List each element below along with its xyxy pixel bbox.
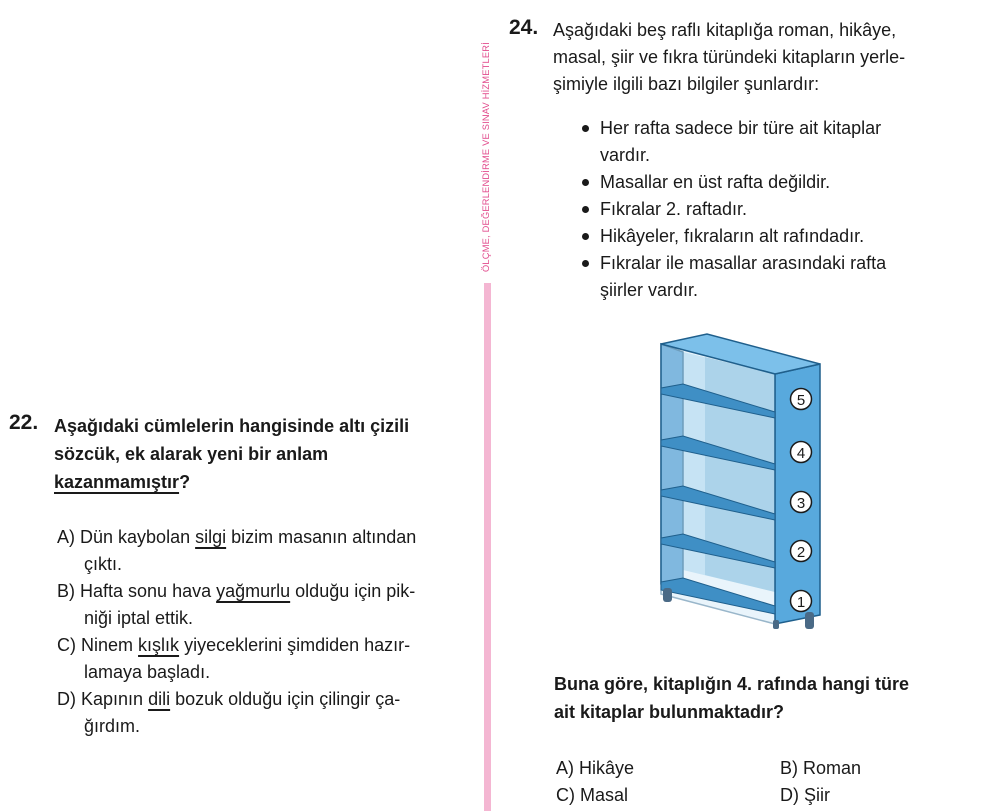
bullet-text: Fıkralar ile masallar arasındaki rafta [600, 253, 887, 273]
bullet-text-cont: vardır. [600, 145, 651, 165]
q22-number: 22. [9, 411, 39, 434]
q22-options [57, 524, 477, 740]
bullet-text-cont: şiirler vardır. [600, 280, 699, 300]
shelf-foot [663, 588, 672, 602]
underlined-word: dili [148, 689, 171, 709]
option-text: Ninem [81, 635, 134, 655]
option-text: bizim masanın altından [231, 527, 417, 547]
bullet-text: Masallar en üst rafta değildir. [600, 172, 831, 192]
q24-answer-a[interactable]: A) Hikâye [556, 758, 635, 778]
bookshelf-illustration [655, 330, 835, 635]
shelf-label-5: 5 [796, 392, 806, 409]
q24-stem-line-2: masal, şiir ve fıkra türündeki kitapların yerle- [553, 47, 906, 67]
option-text: Hafta sonu hava [80, 581, 212, 601]
option-label: C) [57, 635, 76, 655]
bullet-text: Hikâyeler, fıkraların alt rafındadır. [600, 226, 865, 246]
bullet-dot-icon [582, 206, 589, 213]
option-text: Kapının [81, 689, 144, 709]
underlined-word: silgi [195, 527, 227, 547]
q24-answer-b[interactable]: B) Roman [780, 758, 862, 778]
shelf-foot [805, 612, 814, 629]
bullet-dot-icon [582, 260, 589, 267]
q22-stem [54, 412, 474, 496]
q22-stem-line-3 [54, 468, 474, 496]
bullet-item [582, 169, 982, 196]
q22-option-a[interactable] [57, 524, 477, 551]
shelf-label-1: 1 [796, 594, 806, 611]
shelf-number-badge-3 [791, 492, 812, 513]
bullet-text: Fıkralar 2. raftadır. [600, 199, 748, 219]
q24-stem-line-1: Aşağıdaki beş raflı kitaplığa roman, hikâye, [553, 20, 897, 40]
shelf-number-badge-5 [791, 389, 812, 410]
q22-option-d-cont: ğırdım. [84, 716, 141, 736]
shelf-label-4: 4 [796, 445, 806, 462]
bullet-item [582, 196, 982, 223]
bullet-item [582, 115, 982, 142]
q22-option-d[interactable] [57, 686, 477, 713]
option-text: olduğu için pik- [295, 581, 416, 601]
shelf-label-3: 3 [796, 495, 806, 512]
shelf-number-badge-4 [791, 442, 812, 463]
bullet-dot-icon [582, 233, 589, 240]
q22-option-b[interactable] [57, 578, 477, 605]
bullet-item [582, 250, 982, 277]
q24-number: 24. [509, 16, 539, 39]
q22-option-c[interactable] [57, 632, 477, 659]
bullet-text: Her rafta sadece bir türe ait kitaplar [600, 118, 882, 138]
q22-option-c-cont: lamaya başladı. [84, 662, 211, 682]
shelf-label-2: 2 [796, 544, 806, 561]
bullet-dot-icon [582, 179, 589, 186]
q24-question-line-2: ait kitaplar bulunmaktadır? [554, 702, 785, 722]
underlined-word: yağmurlu [216, 581, 291, 601]
option-label: A) [57, 527, 75, 547]
q22-option-b-cont: niği iptal ettik. [84, 608, 194, 628]
q24-stem [553, 17, 973, 98]
shelf-foot [773, 620, 779, 629]
option-text: yiyeceklerini şimdiden hazır- [184, 635, 411, 655]
option-label: D) [57, 689, 76, 709]
q24-answer-d[interactable]: D) Şiir [780, 785, 830, 805]
shelf-number-badge-2 [791, 541, 812, 562]
shelf-number-badge-1 [791, 591, 812, 612]
underlined-word: kışlık [138, 635, 180, 655]
q24-answer-c[interactable]: C) Masal [556, 785, 629, 805]
q24-question [554, 670, 984, 726]
q22-stem-line-2: sözcük, ek alarak yeni bir anlam [54, 444, 329, 464]
option-text: Dün kaybolan [80, 527, 191, 547]
column-divider [484, 283, 491, 811]
q24-bullet-list [582, 115, 982, 304]
bullet-item [582, 223, 982, 250]
option-text: bozuk olduğu için çilingir ça- [175, 689, 401, 709]
q22-option-a-cont: çıktı. [84, 554, 123, 574]
q22-stem-line-1: Aşağıdaki cümlelerin hangisinde altı çizili [54, 416, 410, 436]
q24-stem-line-3: şimiyle ilgili bazı bilgiler şunlardır: [553, 74, 820, 94]
option-label: B) [57, 581, 75, 601]
q22-stem-end: ? [179, 472, 191, 492]
bullet-dot-icon [582, 125, 589, 132]
q22-stem-underlined: kazanmamıştır [54, 472, 180, 492]
side-publisher-label: ÖLÇME, DEĞERLENDİRME VE SINAV HİZMETLERİ [481, 42, 491, 272]
q24-question-line-1: Buna göre, kitaplığın 4. rafında hangi türe [554, 674, 910, 694]
